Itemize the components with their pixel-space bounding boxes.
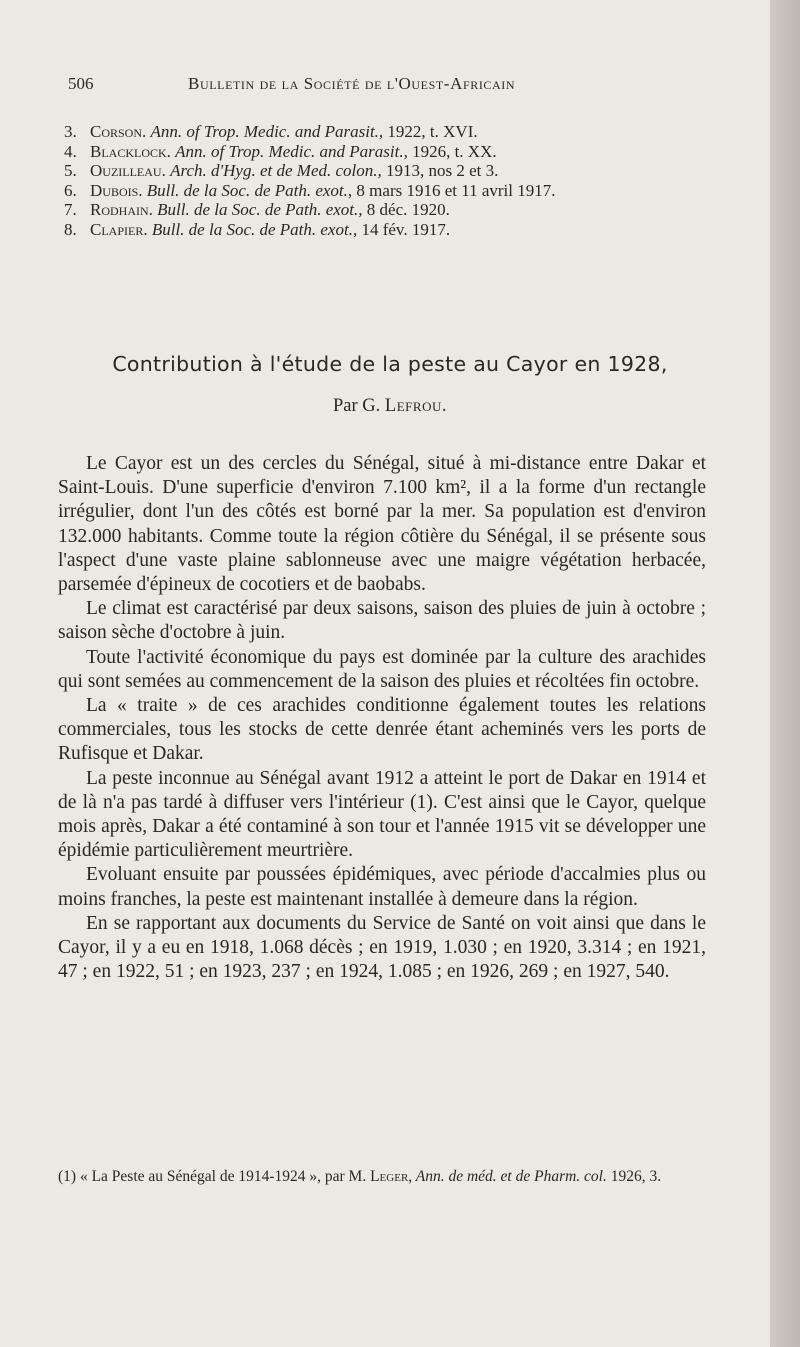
footnote-marker: (1): [58, 1168, 80, 1185]
reference-number: 7.: [64, 200, 77, 220]
reference-item: [64, 200, 724, 220]
footnote: [58, 1168, 706, 1187]
footnote-author: Leger,: [370, 1168, 413, 1185]
article-title: Contribution à l'étude de la peste au Cayor en 1928,: [112, 352, 668, 376]
reference-details: 1922, t. XVI.: [383, 122, 478, 141]
footnote-quote: « La Peste au Sénégal de 1914-1924 », par M.: [79, 1168, 371, 1185]
footnote-journal: Ann. de méd. et de Pharm. col.: [412, 1168, 607, 1185]
reference-details: 1926, t. XX.: [407, 141, 497, 161]
reference-list: [64, 122, 724, 240]
byline-author: Lefrou.: [384, 396, 447, 416]
reference-author: Dubois.: [90, 180, 143, 200]
reference-author: Clapier.: [90, 219, 148, 239]
reference-item: [64, 161, 724, 181]
reference-author: Blacklock.: [90, 141, 171, 161]
reference-journal: Bull. de la Soc. de Path. exot.,: [151, 219, 358, 239]
byline-prefix: Par G.: [333, 396, 385, 416]
reference-item: [64, 181, 724, 201]
paragraph: Evoluant ensuite par poussées épidémiques, avec période d'accalmies plus ou moins franches, la peste est maintenant installée à demeure dans la région.: [58, 864, 706, 910]
paragraph: La « traite » de ces arachides conditionne également toutes les relations commerciales, tous les stocks de cette denrée étant acheminés vers les ports de Rufisque et Dakar.: [58, 695, 706, 765]
reference-author: Corson.: [90, 122, 147, 141]
reference-details: 14 fév. 1917.: [357, 219, 451, 239]
paragraph: Toute l'activité économique du pays est dominée par la culture des arachides qui sont semées au commencement de la saison des pluies et récoltées fin octobre.: [58, 646, 706, 692]
reference-number: 4.: [64, 141, 77, 161]
reference-number: 3.: [64, 122, 77, 141]
reference-number: 8.: [64, 219, 77, 239]
reference-author: Rodhain.: [90, 200, 153, 220]
page-number: 506: [68, 74, 94, 93]
reference-details: 8 déc. 1920.: [362, 200, 450, 220]
reference-details: 8 mars 1916 et 11 avril 1917.: [352, 180, 556, 200]
running-title: Bulletin de la Société de l'Ouest-Africain: [188, 74, 516, 93]
reference-journal: Ann. of Trop. Medic. and Parasit.,: [175, 141, 408, 161]
paragraph: Le Cayor est un des cercles du Sénégal, situé à mi-distance entre Dakar et Saint-Louis. D'une superficie d'environ 7.100 km², il a la forme d'un rectangle irrégulier, dont l'un des côtés est borné par la mer. Sa population est d'environ 132.000 habitants. Comme toute la région côtière du Sénégal, il se présente sous l'aspect d'une vaste plaine sablonneuse avec une maigre végétation herbacée, parsemée d'épineux de cocotiers et de baobabs.: [58, 453, 706, 596]
reference-number: 5.: [64, 161, 77, 181]
reference-journal: Arch. d'Hyg. et de Med. colon.,: [170, 161, 382, 181]
reference-journal: Bull. de la Soc. de Path. exot.,: [146, 180, 353, 200]
article-body: [58, 452, 706, 984]
reference-item: [64, 122, 724, 142]
footnote-details: 1926, 3.: [606, 1168, 662, 1185]
paragraph: La peste inconnue au Sénégal avant 1912 a atteint le port de Dakar en 1914 et de là n'a pas tardé à diffuser vers l'intérieur (1). C'est ainsi que le Cayor, quelque mois après, Dakar a été contaminé à son tour et l'année 1915 vit se développer une épidémie particulièrement meurtrière.: [58, 767, 706, 862]
reference-details: 1913, nos 2 et 3.: [381, 161, 499, 181]
reference-item: [64, 142, 724, 162]
reference-journal: Ann. of Trop. Medic. and Parasit.,: [150, 122, 384, 141]
article-byline: [40, 396, 740, 417]
reference-author: Ouzilleau.: [90, 161, 166, 181]
page-edge: [770, 0, 800, 1347]
reference-journal: Bull. de la Soc. de Path. exot.,: [157, 200, 363, 220]
paragraph: En se rapportant aux documents du Service de Santé on voit ainsi que dans le Cayor, il y a eu en 1918, 1.068 décès ; en 1919, 1.030 ; en 1920, 3.314 ; en 1921, 47 ; en 1922, 51 ; en 1923, 237 ; en 1924, 1.085 ; en 1926, 269 ; en 1927, 540.: [58, 912, 706, 983]
reference-number: 6.: [64, 180, 77, 200]
reference-item: [64, 220, 724, 240]
paragraph: Le climat est caractérisé par deux saisons, saison des pluies de juin à octobre ; saison sèche d'octobre à juin.: [58, 598, 706, 644]
